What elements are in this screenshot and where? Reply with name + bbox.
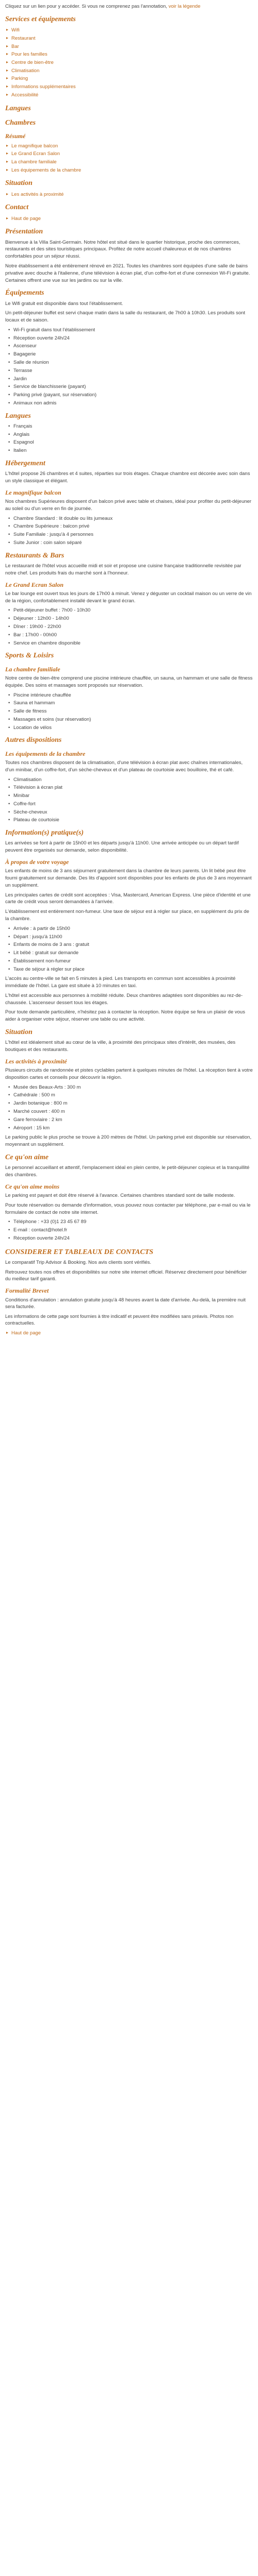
informations-paragraph: L'établissement est entièrement non-fumeur. Une taxe de séjour est à régler sur place, en supplément du prix de la chambre. xyxy=(5,909,249,922)
aime-moins-heading: Ce qu'on aime moins xyxy=(5,1182,60,1190)
list-item: • Jardin xyxy=(8,376,253,383)
toc-services-item xyxy=(5,50,253,59)
footer-paragraph: Le comparatif Trip Advisor & Booking. Nos avis clients sont vérifiés. xyxy=(5,1259,152,1265)
formalite-heading: Formalité Brevet xyxy=(5,1287,49,1295)
toc-services-link[interactable]: Centre de bien-être xyxy=(11,59,54,65)
equipements-chambre-heading: Les équipements de la chambre xyxy=(5,750,86,757)
voyage-heading: À propos de votre voyage xyxy=(5,858,69,866)
list-item: • Parking privé (payant, sur réservation) xyxy=(8,392,253,399)
list-item: • Téléphone : +33 (0)1 23 45 67 89 xyxy=(8,1218,253,1226)
hebergement-paragraph: Nos chambres Supérieures disposent d'un balcon privé avec table et chaises, idéal pour profiter du petit-déjeuner au soleil ou d'un verre en fin de journée. xyxy=(5,499,252,512)
sports-section xyxy=(5,651,253,731)
list-item: • Massages et soins (sur réservation) xyxy=(8,716,253,723)
contact-section xyxy=(5,1153,253,1242)
autres-list xyxy=(8,776,253,824)
hebergement-section xyxy=(5,459,253,547)
list-item: • Service de blanchisserie (payant) xyxy=(8,383,253,391)
hebergement-paragraph: L'hôtel propose 26 chambres et 4 suites, réparties sur trois étages. Chaque chambre est décorée avec soin dans un style classique et élégant. xyxy=(5,471,250,484)
grand-ecran-heading: Le Grand Ecran Salon xyxy=(5,581,64,588)
list-item: • Départ : jusqu'à 11h00 xyxy=(8,934,253,941)
langues-list xyxy=(8,423,253,454)
footer-link-item xyxy=(5,1329,253,1337)
table-of-contents xyxy=(5,14,253,223)
list-item: • Minibar xyxy=(8,792,253,800)
langues-heading: Langues xyxy=(5,104,31,112)
situation-list xyxy=(5,191,253,199)
contact-paragraph: Le parking est payant et doit être réservé à l'avance. Certaines chambres standard sont de taille modeste. xyxy=(5,1193,235,1199)
list-item: • Sauna et hammam xyxy=(8,700,253,707)
list-item: • Dîner : 19h00 - 22h00 xyxy=(8,623,253,631)
toc-services-item xyxy=(5,91,253,99)
situation-toc-heading: Situation xyxy=(5,179,33,188)
list-item: • Aéroport : 15 km xyxy=(8,1125,253,1132)
toc-situation-link[interactable]: Les activités à proximité xyxy=(11,191,64,197)
informations-heading: Information(s) pratique(s) xyxy=(5,829,84,837)
situation-section xyxy=(5,1027,253,1148)
list-item: • Petit-déjeuner buffet : 7h00 - 10h30 xyxy=(8,607,253,614)
footer-paragraph: Conditions d'annulation : annulation gratuite jusqu'à 48 heures avant la date d'arrivée. Au-delà, la première nuit sera facturée. xyxy=(5,1297,246,1310)
list-item: • Location de vélos xyxy=(8,724,253,732)
list-item: • Animaux non admis xyxy=(8,400,253,407)
presentation-paragraph: Notre établissement a été entièrement rénové en 2021. Toutes les chambres sont équipées d'une salle de bains privative avec douche à l'italienne, d'une télévision à écran plat, d'un coffre-fort et d'une connexion Wi-Fi gratuite. Certaines offrent une vue sur les jardins ou sur la ville. xyxy=(5,263,250,283)
toc-contact-item xyxy=(5,215,253,223)
list-item: • Climatisation xyxy=(8,776,253,784)
hebergement-heading: Hébergement xyxy=(5,459,45,467)
list-item: • E-mail : contact@hotel.fr xyxy=(8,1227,253,1234)
toc-services-item xyxy=(5,75,253,83)
informations-paragraph: L'accès au centre-ville se fait en 5 minutes à pied. Les transports en commun sont accessibles à proximité immédiate de l'hôtel. La gare est située à 10 minutes en taxi. xyxy=(5,976,236,989)
list-item: • Jardin botanique : 800 m xyxy=(8,1100,253,1107)
chambres-heading: Chambres xyxy=(5,118,36,127)
informations-section xyxy=(5,828,253,1023)
list-item: • Enfants de moins de 3 ans : gratuit xyxy=(8,941,253,948)
equipements-list xyxy=(8,327,253,407)
toc-rooms-link[interactable]: La chambre familiale xyxy=(11,159,57,165)
list-item: • Service en chambre disponible xyxy=(8,640,253,647)
footer-paragraph: Retrouvez toutes nos offres et disponibilités sur notre site internet officiel. Réservez directement pour bénéficier du meilleur tarif garanti. xyxy=(5,1269,247,1282)
contact-list xyxy=(5,215,253,223)
balcon-heading: Le magnifique balcon xyxy=(5,488,61,496)
presentation-section xyxy=(5,227,253,284)
list-item: • Établissement non-fumeur xyxy=(8,958,253,965)
list-item: • Wi-Fi gratuit dans tout l'établissement xyxy=(8,327,253,334)
equipements-heading: Équipements xyxy=(5,289,44,297)
toc-rooms-link[interactable]: Le Grand Ecran Salon xyxy=(11,151,60,157)
informations-paragraph: Les arrivées se font à partir de 15h00 et les départs jusqu'à 11h00. Une arrivée anticipée ou un départ tardif peuvent être organisés sur demande, selon disponibilité. xyxy=(5,840,239,854)
toc-services-item xyxy=(5,59,253,67)
toc-services-link[interactable]: Restaurant xyxy=(11,35,36,41)
list-item: • Salle de fitness xyxy=(8,708,253,715)
langues-section-heading: Langues xyxy=(5,412,31,420)
situation-heading: Situation xyxy=(5,1028,33,1036)
situation-paragraph: Le parking public le plus proche se trouve à 200 mètres de l'hôtel. Un parking privé est disponible sur réservation, moyennant un supplément. xyxy=(5,1134,252,1148)
restaurants-paragraph: Le restaurant de l'hôtel vous accueille midi et soir et propose une cuisine française traditionnelle revisitée par notre chef. Les produits frais du marché sont à l'honneur. xyxy=(5,563,241,576)
list-item: • Déjeuner : 12h00 - 14h00 xyxy=(8,615,253,622)
toc-contact-link[interactable]: Haut de page xyxy=(11,215,41,222)
toc-services-item xyxy=(5,26,253,35)
footer-links xyxy=(5,1329,253,1337)
toc-rooms-link[interactable]: Le magnifique balcon xyxy=(11,143,58,149)
activites-heading: Les activités à proximité xyxy=(5,1057,67,1065)
autres-paragraph: Toutes nos chambres disposent de la climatisation, d'une télévision à écran plat avec chaînes internationales, d'un minibar, d'un coffre-fort, d'un sèche-cheveux et d'un plateau de courtoisie avec bouilloire, thé et café. xyxy=(5,760,243,773)
toc-services-link[interactable]: Informations supplémentaires xyxy=(11,84,76,90)
list-item: • Musée des Beaux-Arts : 300 m xyxy=(8,1084,253,1091)
informations-paragraph: Les enfants de moins de 3 ans séjournent gratuitement dans la chambre de leurs parents. Un lit bébé peut être fourni gratuitement sur demande. Des lits d'appoint sont disponibles pour les enfants de plus de 3 ans moyennant un supplément. xyxy=(5,868,252,888)
list-item: • Français xyxy=(8,423,253,430)
toc-services-link[interactable]: Wifi xyxy=(11,27,20,33)
presentation-heading: Présentation xyxy=(5,228,43,236)
list-item: • Espagnol xyxy=(8,439,253,446)
list-item: • Sèche-cheveux xyxy=(8,809,253,816)
hebergement-list xyxy=(8,515,253,547)
list-item: • Cathédrale : 500 m xyxy=(8,1092,253,1099)
list-item: • Lit bébé : gratuit sur demande xyxy=(8,950,253,957)
informations-paragraph: Les principales cartes de crédit sont acceptées : Visa, Mastercard, American Express. Une pièce d'identité et une carte de crédit vous seront demandées à l'arrivée. xyxy=(5,892,251,905)
autres-section xyxy=(5,735,253,824)
list-item: • Taxe de séjour à régler sur place xyxy=(8,966,253,973)
toc-services-item xyxy=(5,43,253,51)
footer-paragraph: Les informations de cette page sont fournies à titre indicatif et peuvent être modifiées sans préavis. Photos non contractuelles. xyxy=(5,1314,234,1326)
rooms-list xyxy=(5,142,253,175)
aime-heading: Ce qu'on aime xyxy=(5,1153,49,1161)
legend-link[interactable]: voir la légende xyxy=(168,4,201,9)
informations-list xyxy=(8,925,253,973)
list-item: • Arrivée : à partir de 15h00 xyxy=(8,925,253,933)
list-item: • Marché couvert : 400 m xyxy=(8,1108,253,1115)
list-item: • Anglais xyxy=(8,431,253,438)
toc-services-item xyxy=(5,35,253,43)
contact-details-list xyxy=(8,1218,253,1242)
list-item: • Réception ouverte 24h/24 xyxy=(8,335,253,342)
toc-services-link[interactable]: Accessibilité xyxy=(11,92,39,98)
contact-paragraph: Le personnel accueillant et attentif, l'emplacement idéal en plein centre, le petit-déjeuner copieux et la tranquillité des chambres. xyxy=(5,1165,250,1178)
sports-paragraph: Notre centre de bien-être comprend une piscine intérieure chauffée, un sauna, un hammam et une salle de fitness équipée. Des soins et massages sont proposés sur réservation. xyxy=(5,675,253,688)
toc-services-link[interactable]: Bar xyxy=(11,43,19,49)
informations-paragraph: L'hôtel est accessible aux personnes à mobilité réduite. Deux chambres adaptées sont disponibles au rez-de-chaussée. L'ascenseur dessert tous les étages. xyxy=(5,992,243,1006)
list-item: • Télévision à écran plat xyxy=(8,784,253,791)
resume-heading: Résumé xyxy=(5,132,26,140)
situation-paragraph: L'hôtel est idéalement situé au cœur de la ville, à proximité des principaux sites d'intérêt, des musées, des boutiques et des restaurants. xyxy=(5,1040,236,1053)
restaurants-list xyxy=(8,607,253,647)
equipements-paragraph: Le Wifi gratuit est disponible dans tout l'établissement. xyxy=(5,300,123,307)
restaurants-heading: Restaurants & Bars xyxy=(5,551,64,560)
toc-services-item xyxy=(5,83,253,91)
intro-text: Cliquez sur un lien pour y accéder. Si vous ne comprenez pas l'annotation, voir la légende xyxy=(5,4,201,9)
contact-paragraph: Pour toute réservation ou demande d'information, vous pouvez nous contacter par téléphone, par e-mail ou via le formulaire de contact de notre site internet. xyxy=(5,1202,251,1215)
toc-rooms-item xyxy=(5,166,253,175)
list-item: • Piscine intérieure chauffée xyxy=(8,692,253,699)
sports-list xyxy=(8,692,253,732)
sports-heading: Sports & Loisirs xyxy=(5,652,54,660)
list-item: • Plateau de courtoisie xyxy=(8,817,253,824)
list-item: • Gare ferroviaire : 2 km xyxy=(8,1116,253,1124)
list-item: • Chambre Supérieure : balcon privé xyxy=(8,523,253,530)
services-heading: Services et équipements xyxy=(5,15,76,23)
situation-paragraph: Plusieurs circuits de randonnée et pistes cyclables partent à quelques minutes de l'hôtel. La réception tient à votre disposition cartes et conseils pour découvrir la région. xyxy=(5,1067,253,1080)
contact-toc-heading: Contact xyxy=(5,204,29,212)
toc-situation-item xyxy=(5,191,253,199)
restaurants-paragraph: Le bar lounge est ouvert tous les jours de 17h00 à minuit. Venez y déguster un cocktail maison ou un verre de vin de la région, confortablement installé devant le grand écran. xyxy=(5,590,252,604)
list-item: • Chambre Standard : lit double ou lits jumeaux xyxy=(8,515,253,522)
footer-section xyxy=(5,1247,253,1337)
back-to-top-link[interactable]: Haut de page xyxy=(11,1330,41,1336)
equipements-section xyxy=(5,288,253,406)
footer-heading: CONSIDERER ET TABLEAUX DE CONTACTS xyxy=(5,1248,154,1256)
toc-rooms-item xyxy=(5,158,253,166)
toc-services-link[interactable]: Climatisation xyxy=(11,67,40,74)
equipements-paragraph: Un petit-déjeuner buffet est servi chaque matin dans la salle du restaurant, de 7h00 à 10h30. Les produits sont locaux et de saison. xyxy=(5,310,246,324)
toc-rooms-item xyxy=(5,150,253,158)
presentation-paragraph: Bienvenue à la Villa Saint-Germain. Notre hôtel est situé dans le quartier historique, proche des commerces, restaurants et des sites touristiques principaux. Profitez de notre accueil chaleureux et de nos chambres confortables pour un séjour réussi. xyxy=(5,239,240,260)
toc-rooms-item xyxy=(5,142,253,150)
list-item: • Terrasse xyxy=(8,367,253,375)
list-item: • Bagagerie xyxy=(8,351,253,358)
list-item: • Coffre-fort xyxy=(8,801,253,808)
list-item: • Réception ouverte 24h/24 xyxy=(8,1235,253,1242)
list-item: • Suite Familiale : jusqu'à 4 personnes xyxy=(8,531,253,538)
list-item: • Italien xyxy=(8,447,253,454)
services-list xyxy=(5,26,253,99)
autres-heading: Autres dispositions xyxy=(5,736,62,744)
list-item: • Bar : 17h00 - 00h00 xyxy=(8,632,253,639)
list-item: • Salle de réunion xyxy=(8,359,253,366)
langues-section xyxy=(5,411,253,454)
list-item: • Suite Junior : coin salon séparé xyxy=(8,539,253,547)
restaurants-section xyxy=(5,551,253,647)
toc-services-link[interactable]: Pour les familles xyxy=(11,52,47,58)
situation-distances-list xyxy=(8,1084,253,1132)
list-item: • Ascenseur xyxy=(8,343,253,350)
toc-services-link[interactable]: Parking xyxy=(11,76,28,82)
toc-services-item xyxy=(5,67,253,75)
chambre-familiale-heading: La chambre familiale xyxy=(5,665,60,673)
informations-paragraph: Pour toute demande particulière, n'hésitez pas à contacter la réception. Notre équipe se fera un plaisir de vous aider à organiser votre séjour, réserver une table ou une activité. xyxy=(5,1009,245,1023)
toc-rooms-link[interactable]: Les équipements de la chambre xyxy=(11,167,82,173)
